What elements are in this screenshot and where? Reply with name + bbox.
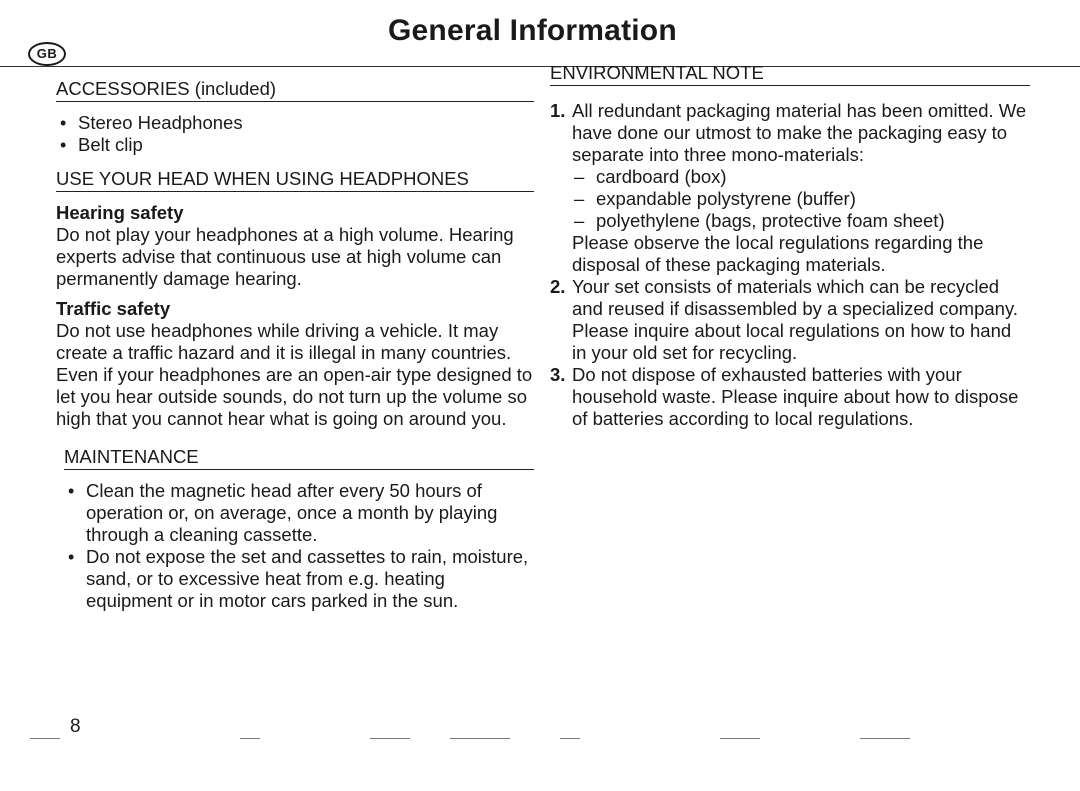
dash-icon: – <box>574 188 585 209</box>
list-item-text: Do not dispose of exhausted batteries with your household waste. Please inquire about how to dispose of batteries according to local regulations. <box>572 364 1019 429</box>
headphones-heading: USE YOUR HEAD WHEN USING HEADPHONES <box>56 168 534 192</box>
material-item <box>572 166 1030 188</box>
material-text: cardboard (box) <box>596 166 727 187</box>
dash-icon: – <box>574 166 585 187</box>
list-item <box>56 112 534 134</box>
country-badge: GB <box>28 42 66 66</box>
item-number: 1. <box>550 100 566 121</box>
bullet-icon: • <box>60 113 67 133</box>
list-item <box>64 480 534 546</box>
material-item <box>572 188 1030 210</box>
item-number: 3. <box>550 364 566 385</box>
scan-artifact <box>30 738 60 739</box>
list-item <box>64 546 534 612</box>
left-column <box>56 78 534 624</box>
traffic-safety-title: Traffic safety <box>56 298 171 319</box>
environmental-heading: ENVIRONMENTAL NOTE <box>550 62 1030 86</box>
list-item-text: Do not expose the set and cassettes to rain, moisture, sand, or to excessive heat from e.g. heating equipment or in motor cars parked in the sun. <box>86 546 529 611</box>
maintenance-list <box>56 480 534 612</box>
list-item-text: Belt clip <box>78 134 143 155</box>
list-item-text: Clean the magnetic head after every 50 hours of operation or, on average, once a month by playing through a cleaning cassette. <box>86 480 498 545</box>
scan-artifact <box>240 738 260 739</box>
page-number: 8 <box>70 716 81 737</box>
bullet-icon: • <box>60 135 67 155</box>
material-text: expandable polystyrene (buffer) <box>596 188 856 209</box>
list-item-text: Please observe the local regulations regarding the disposal of these packaging materials. <box>572 232 984 275</box>
hearing-safety-text: Do not play your headphones at a high volume. Hearing experts advise that continuous use at high volume can permanently damage hearing. <box>56 224 514 289</box>
list-item <box>550 276 1030 364</box>
list-item <box>550 100 1030 276</box>
environmental-list <box>550 100 1030 430</box>
bullet-icon: • <box>68 481 75 501</box>
scan-artifact <box>370 738 410 739</box>
list-item-text: All redundant packaging material has been omitted. We have done our utmost to make the packaging easy to separate into three mono-materials: <box>572 100 1027 165</box>
accessories-heading: ACCESSORIES (included) <box>56 78 534 102</box>
list-item-text: Stereo Headphones <box>78 112 243 133</box>
list-item-text: Your set consists of materials which can be recycled and reused if disassembled by a specialized company. Please inquire about local regulations on how to hand in your old set for recycling. <box>572 276 1018 363</box>
maintenance-heading: MAINTENANCE <box>64 446 534 470</box>
scan-artifact <box>720 738 760 739</box>
scan-artifact <box>560 738 580 739</box>
list-item <box>56 134 534 156</box>
material-item <box>572 210 1030 232</box>
hearing-safety-title: Hearing safety <box>56 202 184 223</box>
accessories-list <box>56 112 534 156</box>
scan-artifact <box>860 738 910 739</box>
dash-icon: – <box>574 210 585 231</box>
material-text: polyethylene (bags, protective foam sheet) <box>596 210 945 231</box>
traffic-safety-text: Do not use headphones while driving a vehicle. It may create a traffic hazard and it is illegal in many countries. Even if your headphones are an open-air type designed to let you hear outside sounds, do not turn up the volume so high that you cannot hear what is going on around you. <box>56 320 533 429</box>
bullet-icon: • <box>68 547 75 567</box>
page-title: General Information <box>388 14 677 47</box>
right-column <box>550 62 1030 430</box>
item-number: 2. <box>550 276 566 297</box>
list-item <box>550 364 1030 430</box>
scan-artifact <box>450 738 510 739</box>
